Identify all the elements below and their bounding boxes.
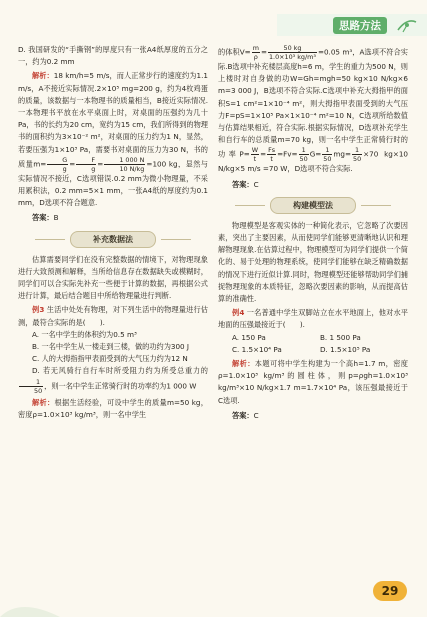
answer-label: 答案： — [232, 179, 254, 189]
answer-value: C — [253, 179, 259, 189]
option-d: D. 若无风骑行自行车时所受阻力约为所受总重力的 $\frac{1}{50}$ ，则一名中学生正常骑行时的功率约为1 000 W — [18, 365, 208, 394]
option-a: A. 150 Pa — [232, 332, 266, 342]
fraction: $\frac{1}{50}$ — [353, 146, 362, 164]
option-d-text: D. 我国研发的“手撕钢”的厚度只有一张A4纸厚度的五分之一，约为0.2 mm — [18, 45, 208, 67]
example-label: 例3 — [32, 305, 45, 315]
analysis-text: 本题可将中学生构建为一个高h=1.7 m，密度ρ=1.0×10³ kg/m³的圆柱体，则p=ρgh=1.0×10³ kg/m³×10 N/kg×1.7 m=1.7×10⁴ Pa，该压强最接近于C选项. — [218, 359, 408, 405]
answer-value: C — [253, 410, 259, 420]
analysis-text: 根据生活经验，可设中学生的质量m=50 kg，密度ρ=1.0×10³ kg/m³，则一名中学生 — [18, 397, 208, 419]
corner-decoration — [0, 587, 60, 617]
fraction: $\frac{1 000 N}{10 N/kg}$ — [104, 156, 145, 173]
left-column — [18, 44, 208, 421]
fraction: $\frac{G}{g}$ — [47, 156, 68, 173]
fraction: $\frac{Fs}{t}$ — [268, 146, 276, 164]
answer-label: 答案： — [32, 213, 54, 223]
option-c: C. 人的大拇指指甲表面受到的大气压力约为12 N — [32, 354, 188, 364]
options-row-1 — [218, 332, 408, 344]
option-b: B. 1 500 Pa — [320, 332, 361, 342]
option-c: C. 1.5×10⁴ Pa — [232, 344, 282, 354]
example-4 — [218, 307, 408, 331]
analysis-paragraph-2 — [18, 397, 208, 421]
example-question: 一名普通中学生双脚站立在水平地面上，他对水平地面的压强最接近于( ). — [218, 308, 408, 330]
analysis-text-3: =100 kg，显然与实际情况不接近，C选项错误.0.2 mm为微小物理量，不采用累积法，0.2 mm=5×1 mm，一张A4纸的厚度约为0.1 mm，D选项不符合题意. — [18, 159, 208, 208]
satellite-dish-icon — [395, 16, 419, 34]
example-3 — [18, 304, 208, 328]
answer-label: 答案： — [232, 410, 254, 420]
answer-value: B — [53, 213, 59, 223]
option-b: B. 一名中学生从一楼走到三楼，做的功约为300 J — [32, 342, 190, 352]
fraction: $\frac{W}{t}$ — [251, 146, 259, 164]
analysis-label: 解析： — [232, 359, 255, 369]
answer-line — [218, 410, 408, 422]
section-heading-supplement-data: 补充数据法 — [70, 231, 156, 248]
analysis-continued: 的体积V= $\frac{m}{\rho}$ = $\frac{50 kg}{\text{1.0×10³ kg/m³}}$ =0.05 m³，A选项不符合实际.B选项中补充楼层高度h=6 m，学生的重力为500 N，则上楼时对自身做的功W=Gh=mgh=50 kg×10 N/kg×6 m=3 000 J，B选项不符合实际.C选项中补充大拇指甲的面积S=1 cm²=1×10⁻⁴ m²，则大拇指甲表面受到的大气压力F=pS=1×10⁵ Pa×1×10⁻⁴ m²=10 N，C选项所给数值与估算结果相近，符合实际.根据实际情况，D选项补充学生和自行车的总质量m=70 kg，则一名中学生正常骑行时的功率P= $\frac{W}{t}$ = $\frac{Fs}{t}$ =Fv= $\frac{1}{50}$ G= $\frac{1}{50}$ mg= $\frac{1}{50}$ ×70 kg×10 N/kg×5 m/s =70 W，D选项不符合实际. — [218, 44, 408, 174]
fraction: $\frac{1}{50}$ — [323, 146, 332, 164]
page-header — [277, 14, 427, 36]
example-question: 生活中处处有物理，对下列生活中的物理量进行估测，最符合实际的是( ). — [18, 305, 208, 327]
analysis-text: 18 km/h=5 m/s，而人正常步行的速度约为1.1 m/s，A不接近实际情况.2×10⁵ mg=200 g，约为4枚鸡蛋的质量，该数据与一本物理书的质量相当，B接近实际情况.一本物理书平放在水平桌面上时，对桌面的压强约为几十Pa，书的长约为20 cm，宽约为15 cm，我们所得到的物理书的面积约为3×10⁻² m²，对桌面的压力约为1 N，显然，若要压强为1×10³ Pa，需要书对桌面的压力为30 N， — [18, 71, 208, 154]
section-heading-build-model: 构建模型法 — [270, 197, 356, 214]
fraction: $\frac{50 kg}{\text{1.0×10³ kg/m³}}$ — [268, 44, 316, 61]
analysis-paragraph-3 — [218, 358, 408, 407]
option-a: A. 一名中学生的体积约为0.5 m³ — [32, 329, 137, 339]
option-d: D. 1.5×10⁵ Pa — [320, 344, 371, 354]
section-title: 思路方法 — [333, 17, 387, 34]
fraction: $\frac{F}{g}$ — [76, 156, 96, 173]
analysis-label: 解析： — [32, 71, 54, 81]
answer-line — [218, 179, 408, 191]
fraction: $\frac{1}{50}$ — [19, 378, 43, 395]
fraction: $\frac{1}{50}$ — [299, 146, 308, 164]
right-column — [218, 44, 408, 422]
fraction: $\frac{m}{\rho}$ — [252, 44, 259, 61]
answer-line — [18, 212, 208, 224]
method-paragraph: 估算需要同学们在没有完整数据的情境下，对物理现象进行大致预测和解释，当所给信息存在数据缺失或模糊时，同学们可以合实际先补充一些便于计算的数据，再根据公式进行计算，最后结合题目中所给物理量进行判断. — [18, 254, 208, 301]
analysis-label: 解析： — [32, 397, 55, 407]
analysis-text-2: 书的质量m= — [18, 144, 208, 169]
options-row-2 — [218, 344, 408, 356]
analysis-paragraph: 解析：18 km/h=5 m/s，而人正常步行的速度约为1.1 m/s，A不接近实际情况.2×10⁵ mg=200 g，约为4枚鸡蛋的质量，该数据与一本物理书的质量相当，B接近实际情况.一本物理书平放在水平桌面上时，对桌面的压强约为几十Pa，书的长约为20 cm，宽约为15 cm，我们所得到的物理书的面积约为3×10⁻² m²，对桌面的压力约为1 N，显然，若要压强为1×10³ Pa，需要书对桌面的压力为30 N，书的质量m= $\frac{G}{g}$ = $\frac{F}{g}$ = $\frac{1 000 N}{10 N/kg}$ =100 kg，显然与实际情况不接近，C选项错误.0.2 mm为微小物理量，不采用累积法，0.2 mm=5×1 mm，一张A4纸的厚度约为0.1 mm，D选项不符合题意. — [18, 71, 208, 208]
method-paragraph: 物理模型是客观实体的一种简化表示，它忽略了次要因素，突出了主要因素，从而使同学们能够更清晰地认识和理解物理现象.在估算过程中，物理模型可为同学们提供一个简化的、易于处理的物理系统，使同学们能够在缺乏精确数据的情况下进行近似计算.同时，物理模型还能够帮助同学们捕捉物理现象的本质特征，忽略次要因素的影响，从而提高估算的准确性. — [218, 220, 408, 304]
example-label: 例4 — [232, 308, 245, 318]
page-number: 29 — [373, 581, 407, 601]
